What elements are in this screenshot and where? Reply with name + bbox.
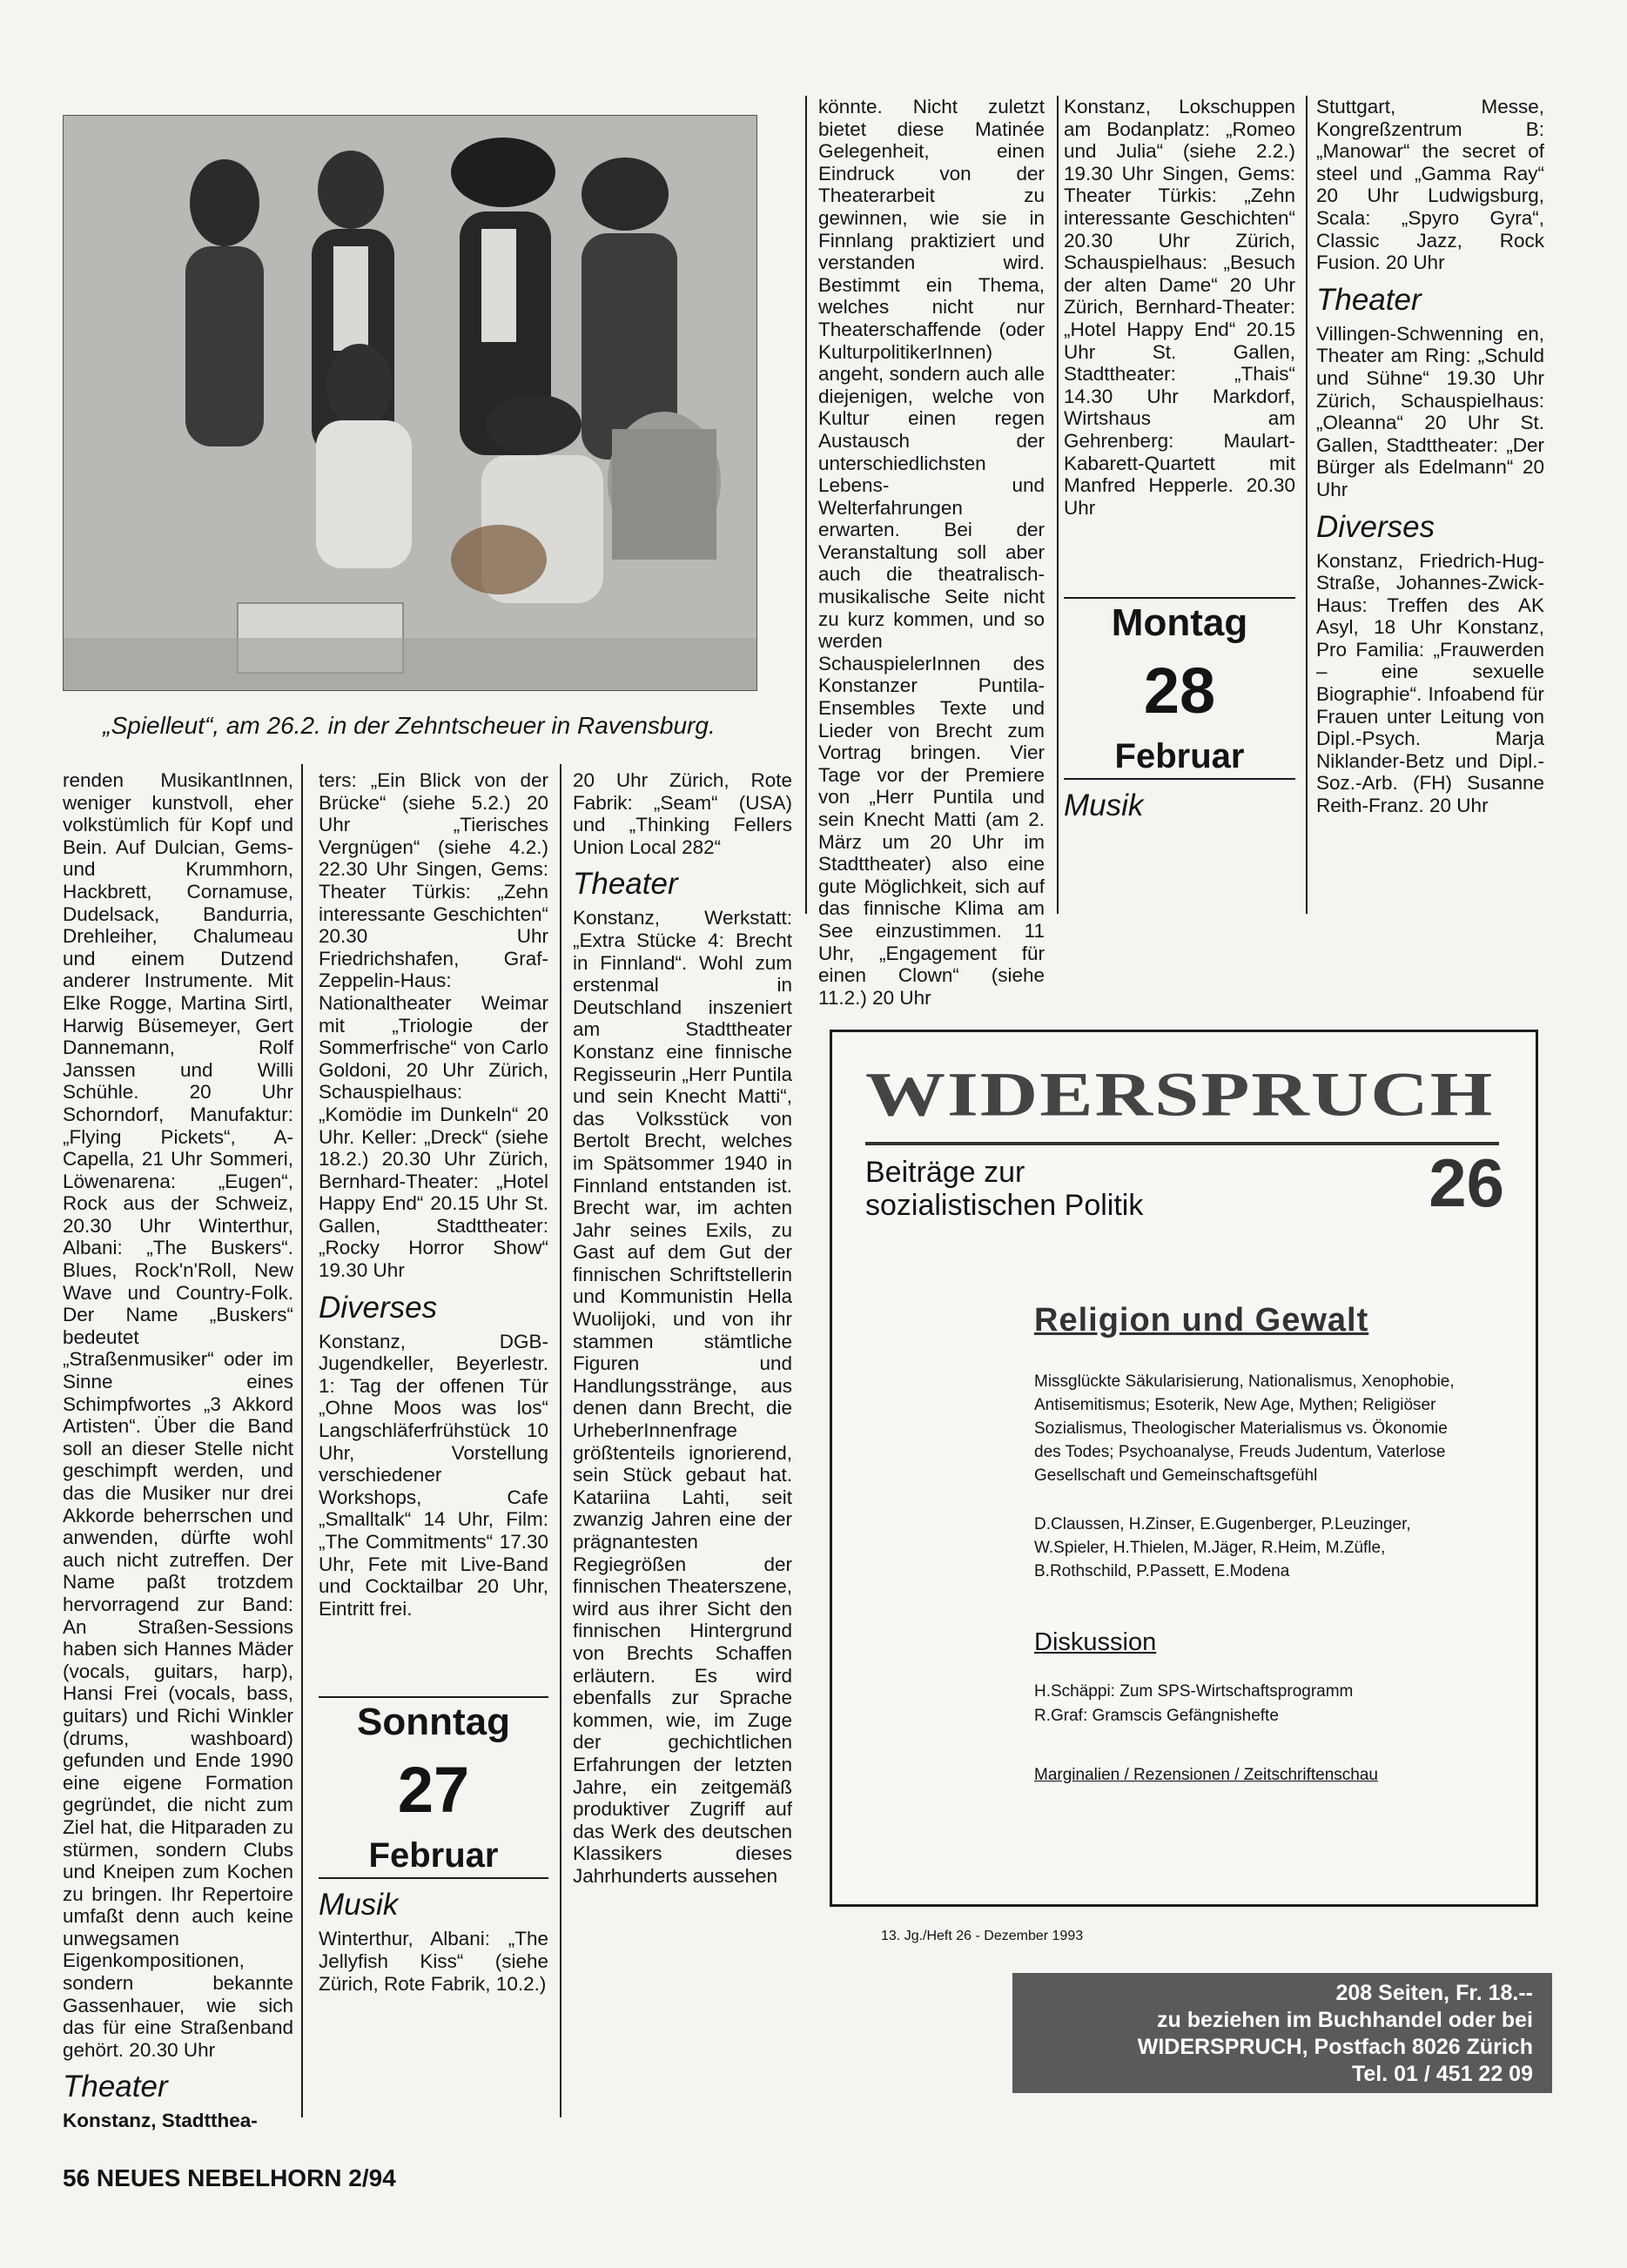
band-photo-illustration xyxy=(64,116,756,690)
listing-text: Konstanz, Friedrich-Hug-Straße, Johannes-Zwick-Haus: Treffen des AK Asyl, 18 Uhr Konstanz, Pro Familia: „Frauwerden – eine sexuelle Biographie“. Infoabend für Frauen unter Leitung von Dipl.-Psych. Marja Niklander-Betz und Dipl.-Soz.-Arb. (FH) Susanne Reith-Franz. 20 Uhr xyxy=(1316,549,1544,817)
day-number: 27 xyxy=(397,1754,470,1827)
day-header-monday xyxy=(1064,597,1295,780)
section-heading-musik: Musik xyxy=(319,1888,399,1922)
section-heading-diverses: Diverses xyxy=(1316,509,1435,544)
ad-marginalien: Marginalien / Rezensionen / Zeitschriftenschau xyxy=(1034,1766,1378,1784)
column-4 xyxy=(818,96,1045,1009)
column-1 xyxy=(63,769,293,2132)
day-number: 28 xyxy=(1143,654,1216,728)
day-month: Februar xyxy=(368,1836,499,1875)
listing-text: ters: „Ein Blick von der Brücke“ (siehe 5.2.) 20 Uhr „Tierisches Vergnügen“ (siehe 4.2.) 22.30 Uhr Singen, Gems: Theater Türkis: „Zehn interessante Geschichten“ 20.30 Uhr Friedrichshafen, Graf-Zeppelin-Haus: Nationaltheater Weimar mit „Triologie der Sommerfrische“ von Carlo Goldoni, 20 Uhr Zürich, Schauspielhaus: „Komödie im Dunkeln“ 20 Uhr. Keller: „Dreck“ (siehe 18.2.) 20.30 Uhr Zürich, Bernhard-Theater: „Hotel Happy End“ 20.15 Uhr St. Gallen, Stadttheater: „Rocky Horror Show“ 19.30 Uhr xyxy=(319,769,548,1282)
day-name: Sonntag xyxy=(357,1701,510,1744)
listing-text: Winterthur, Albani: „The Jellyfish Kiss“ (siehe Zürich, Rote Fabrik, 10.2.) xyxy=(319,1928,548,1995)
ad-topic: Religion und Gewalt xyxy=(1034,1302,1369,1339)
section-heading-diverses: Diverses xyxy=(319,1290,438,1325)
band-photo xyxy=(63,115,757,691)
section-heading-theater: Theater xyxy=(63,2070,168,2104)
column-rule xyxy=(1057,96,1059,914)
listing-text: Villingen-Schwenning en, Theater am Ring: „Schuld und Sühne“ 19.30 Uhr Zürich, Schauspielhaus: „Oleanna“ 20 Uhr St. Gallen, Stadttheater: „Der Bürger als Edelmann“ 20 Uhr xyxy=(1316,322,1544,500)
section-heading-musik: Musik xyxy=(1064,788,1144,823)
column-3 xyxy=(573,769,792,1888)
ad-subtitle-line: sozialistischen Politik xyxy=(865,1189,1144,1222)
section-heading-theater: Theater xyxy=(573,867,678,902)
column-rule xyxy=(1306,96,1308,914)
listing-text: Konstanz, Stadtthea- xyxy=(63,2110,258,2132)
column-2 xyxy=(319,769,548,1995)
ad-discussion-item: H.Schäppi: Zum SPS-Wirtschaftsprogramm xyxy=(1034,1682,1354,1701)
ad-issue-number: 26 xyxy=(1429,1144,1504,1221)
listing-text: könnte. Nicht zuletzt bietet diese Matinée Gelegenheit, einen Eindruck von der Theaterarbeit zu gewinnen, wie sie in Finnlang praktiziert und verstanden wird. Bestimmt ein Thema, welches nicht nur Theaterschaffende (oder KulturpolitikerInnen) angeht, sondern auch alle diejenigen, welche von Kultur einen regen Austausch der unterschiedlichsten Lebens- und Welterfahrungen erwarten. Bei der Veranstaltung soll aber auch die theatralisch-musikalische Seite nicht zu kurz kommen, und so werden SchauspielerInnen des Konstanzer Puntila-Ensembles Texte und Lieder von Brecht zum Vortrag bringen. Vier Tage vor der Premiere von „Herr Puntila und sein Knecht Matti (am 2. März um 20 Uhr im Stadttheater) also eine gute Möglichkeit, sich auf das finnische Klima am See einzustimmen. 11 Uhr, „Engagement für einen Clown“ (siehe 11.2.) 20 Uhr xyxy=(818,96,1045,1009)
column-rule xyxy=(805,96,807,914)
ad-price: 208 Seiten, Fr. 18.-- xyxy=(1335,1981,1533,2005)
ad-authors: D.Claussen, H.Zinser, E.Gugenberger, P.Leuzinger, W.Spieler, H.Thielen, M.Jäger, R.Heim, M.Züfle, B.Rothschild, P.Passett, E.Modena xyxy=(1034,1515,1411,1580)
ad-divider xyxy=(865,1142,1499,1145)
column-5 xyxy=(1064,96,1295,829)
listing-text: renden MusikantInnen, weniger kunstvoll, eher volkstümlich für Kopf und Bein. Auf Dulcian, Gems- und Krummhorn, Hackbrett, Cornamuse, Dudelsack, Bandurria, Drehleiher, Chalumeau und einem Dutzend anderer Instrumente. Mit Elke Rogge, Martina Sirtl, Harwig Büsemeyer, Gert Dannemann, Rolf Janssen und Willi Schühle. 20 Uhr Schorndorf, Manufaktur: „Flying Pickets“, A-Capella, 21 Uhr Sommeri, Löwenarena: „Eugen“, Rock aus der Schweiz, 20.30 Uhr Winterthur, Albani: „The Buskers“. Blues, Rock'n'Roll, New Wave und Country-Folk. Der Name „Buskers“ bedeutet „Straßenmusiker“ oder im Sinne eines Schimpfwortes „3 Akkord Artisten“. Über die Band soll an dieser Stelle nicht geschimpft werden, und das die Musiker nur drei Akkorde beherrschen und anwenden, dürfte wohl auch nicht zutreffen. Der Name paßt trotzdem hervorragend zur Band: An Straßen-Sessions haben sich Hannes Mäder (vocals, guitars, harp), Hansi Frei (vocals, bass, guitars) und Richi Winkler (drums, washboard) gefunden und Ende 1990 eine eigene Formation gegründet, die nicht zum Ziel hat, die Hitparaden zu stürmen, sondern Clubs und Kneipen zum Kochen zu bringen. Ihr Repertoire umfaßt denn auch keine unwegsamen Eigenkompositionen, sondern bekannte Gassenhauer, wie sich das für eine Straßenband gehört. 20.30 Uhr xyxy=(63,769,293,2061)
day-name: Montag xyxy=(1111,601,1248,645)
ad-address: WIDERSPRUCH, Postfach 8026 Zürich xyxy=(1137,2035,1533,2059)
ad-subtitle-line: Beiträge zur xyxy=(865,1156,1025,1189)
listing-text: 20 Uhr Zürich, Rote Fabrik: „Seam“ (USA) und „Thinking Fellers Union Local 282“ xyxy=(573,769,792,858)
section-heading-theater: Theater xyxy=(1316,282,1422,317)
photo-caption: „Spielleut“, am 26.2. in der Zehntscheuer in Ravensburg. xyxy=(103,712,716,739)
ad-masthead: WIDERSPRUCH xyxy=(865,1059,1495,1130)
ad-order-info: zu beziehen im Buchhandel oder bei xyxy=(1156,2008,1533,2032)
listing-text: Konstanz, DGB-Jugendkeller, Beyerlestr. 1: Tag der offenen Tür „Ohne Moos was los“ Langschläferfrühstück 10 Uhr, Vorstellung verschiedener Workshops, Cafe „Smalltalk“ 14 Uhr, Film: „The Commitments“ 17.30 Uhr, Fete mit Live-Band und Cocktailbar 20 Uhr, Eintritt frei. xyxy=(319,1330,548,1620)
listing-text: Stuttgart, Messe, Kongreßzentrum B: „Manowar“ the secret of steel und „Gamma Ray“ 20 Uhr Ludwigsburg, Scala: „Spyro Gyra“, Classic Jazz, Rock Fusion. 20 Uhr xyxy=(1316,96,1544,274)
page-footer: 56 NEUES NEBELHORN 2/94 xyxy=(63,2164,396,2191)
listing-text: Konstanz, Werkstatt: „Extra Stücke 4: Brecht in Finnland“. Wohl zum erstenmal in Deutschland inszeniert am Stadttheater Konstanz eine finnische Regisseurin „Herr Puntila und sein Knecht Matti“, das Volksstück von Bertolt Brecht, welches im Spätsommer 1940 in Finnland entstanden ist. Brecht war, im achten Jahr seines Exils, zu Gast auf dem Gut der finnischen Schriftstellerin und Kommunistin Hella Wuolijoki, und von ihr stammen stämtliche Figuren und Handlungsstränge, aus denen dann Brecht, die UrheberInnenfrage größtenteils ignorierend, sein Stück gebaut hat. Katariina Lahti, seit zwanzig Jahren eine der prägnantesten Regiegrößen der finnischen Theaterszene, wird aus ihrer Sicht den finnischen Hintergrund von Brechts Schaffen erläutern. Es wird ebenfalls zur Sprache kommen, wie, im Zuge der gechichtlichen Erfahrungen der letzten Jahre, ein zeitgemäß produktiver Zugriff auf das Werk des deutschen Klassikers dieses Jahrhunderts aussehen xyxy=(573,907,792,1887)
ad-topics: Missglückte Säkularisierung, Nationalismus, Xenophobie, Antisemitismus; Esoterik, New Age, Mythen; Religiöser Sozialismus, Theologischer Materialismus vs. Ökonomie des Todes; Psychoanalyse, Freuds Judentum, Vaterlose Gesellschaft und Gemeinschaftsgefühl xyxy=(1034,1372,1455,1485)
listing-text: Konstanz, Lokschuppen am Bodanplatz: „Romeo und Julia“ (siehe 2.2.) 19.30 Uhr Singen, Gems: Theater Türkis: „Zehn interessante Geschichten“ 20.30 Uhr Zürich, Schauspielhaus: „Besuch der alten Dame“ 20 Uhr Zürich, Bernhard-Theater: „Hotel Happy End“ 20.15 Uhr St. Gallen, Stadttheater: „Thais“ 14.30 Uhr Markdorf, Wirtshaus am Gehrenberg: Maulart-Kabarett-Quartett mit Manfred Hepperle. 20.30 Uhr xyxy=(1064,96,1295,519)
column-rule xyxy=(560,764,561,2117)
ad-date: 13. Jg./Heft 26 - Dezember 1993 xyxy=(881,1929,1084,1943)
day-header-sunday xyxy=(319,1696,548,1879)
ad-subtitle xyxy=(865,1156,1143,1222)
ad-order-banner xyxy=(1012,1973,1552,2093)
column-rule xyxy=(301,764,303,2117)
widerspruch-advertisement xyxy=(830,1030,1538,1943)
column-6 xyxy=(1316,96,1544,817)
ad-discussion-item: R.Graf: Gramscis Gefängnishefte xyxy=(1034,1707,1279,1725)
ad-phone: Tel. 01 / 451 22 09 xyxy=(1351,2062,1533,2086)
ad-discussion-heading: Diskussion xyxy=(1034,1628,1157,1656)
day-month: Februar xyxy=(1114,737,1245,776)
